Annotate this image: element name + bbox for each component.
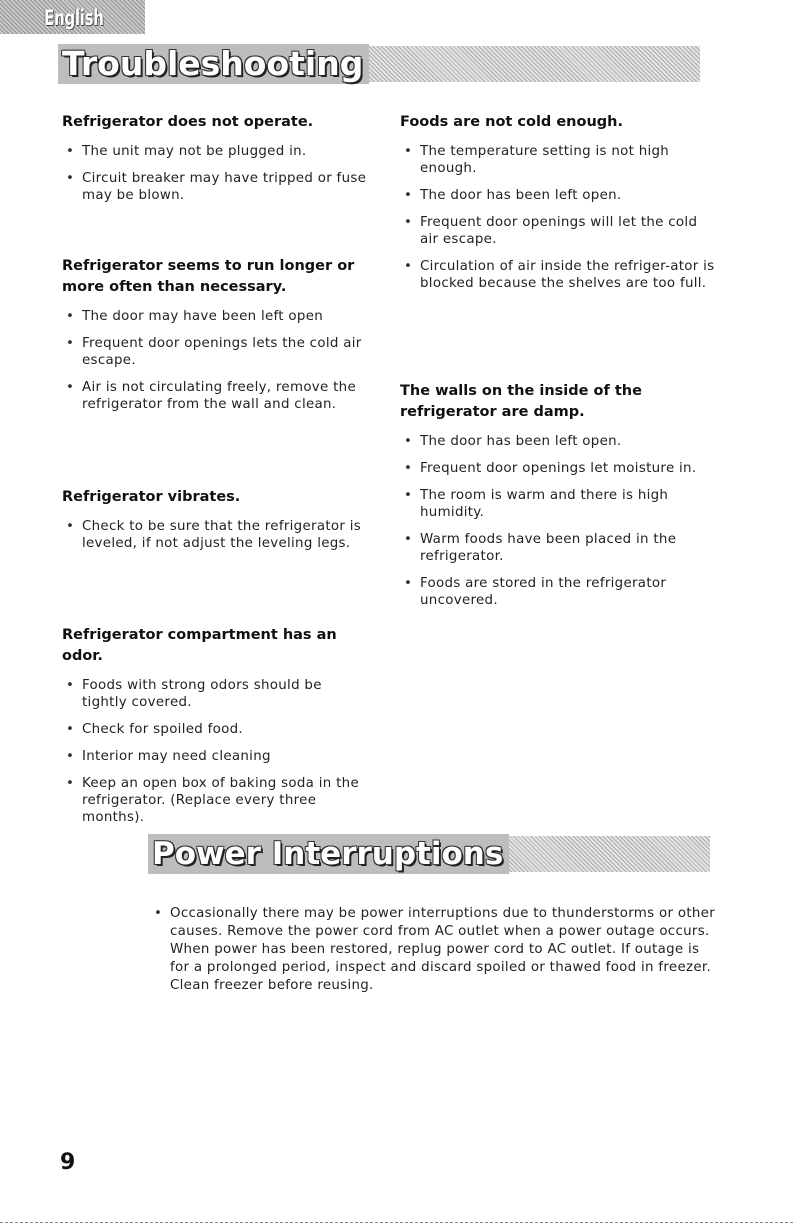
section-heading: Foods are not cold enough. [400, 114, 623, 130]
page-number: 9 [60, 1150, 76, 1175]
language-tab [0, 0, 145, 34]
list-item: • The door has been left open. [400, 433, 720, 450]
list-item: • The door has been left open. [400, 187, 720, 204]
section-not-cold [400, 112, 720, 302]
section-heading: The walls on the inside of the refrigerator are damp. [400, 383, 642, 420]
list-item: • Foods with strong odors should be tightly covered. [62, 677, 362, 711]
list-item: • Frequent door openings will let the cold air escape. [400, 214, 720, 248]
list-item: • Circuit breaker may have tripped or fuse may be blown. [62, 170, 382, 204]
section-vibrates [62, 487, 382, 562]
section-heading: Refrigerator does not operate. [62, 114, 314, 130]
list-item: • Frequent door openings let moisture in. [400, 460, 720, 477]
section-heading: Refrigerator seems to run longer or more often than necessary. [62, 258, 355, 295]
list-item: • The unit may not be plugged in. [62, 143, 382, 160]
list-item: • Interior may need cleaning [62, 748, 362, 765]
list-item: • Warm foods have been placed in the refrigerator. [400, 531, 720, 565]
power-title: Power Interruptions [148, 834, 509, 874]
power-section [150, 905, 720, 1005]
section-heading: Refrigerator vibrates. [62, 489, 241, 505]
list-item: • Circulation of air inside the refriger-ator is blocked because the shelves are too full. [400, 258, 720, 292]
section-runs-longer [62, 256, 362, 423]
section-odor [62, 625, 362, 836]
divider [0, 1222, 793, 1224]
list-item: • The room is warm and there is high humidity. [400, 487, 720, 521]
list-item: • Foods are stored in the refrigerator uncovered. [400, 575, 720, 609]
list-item: • Keep an open box of baking soda in the refrigerator. (Replace every three months). [62, 775, 362, 826]
section-walls-damp [400, 381, 720, 619]
section-does-not-operate [62, 112, 382, 214]
list-item: • The door may have been left open [62, 308, 362, 325]
language-label: English [44, 6, 104, 30]
list-item: • Frequent door openings lets the cold air escape. [62, 335, 362, 369]
list-item: • Check for spoiled food. [62, 721, 362, 738]
section-heading: Refrigerator compartment has an odor. [62, 627, 337, 664]
troubleshooting-title: Troubleshooting [58, 44, 369, 84]
list-item: • Air is not circulating freely, remove the refrigerator from the wall and clean. [62, 379, 362, 413]
list-item: • Occasionally there may be power interruptions due to thunderstorms or other causes. Remove the power cord from AC outlet when a power outage occurs. When power has been restored, replug power cord to AC outlet. If outage is for a prolonged period, inspect and discard spoiled or thawed food in freezer. Clean freezer before reusing. [150, 905, 720, 995]
list-item: • Check to be sure that the refrigerator is leveled, if not adjust the leveling legs. [62, 518, 382, 552]
list-item: • The temperature setting is not high enough. [400, 143, 720, 177]
